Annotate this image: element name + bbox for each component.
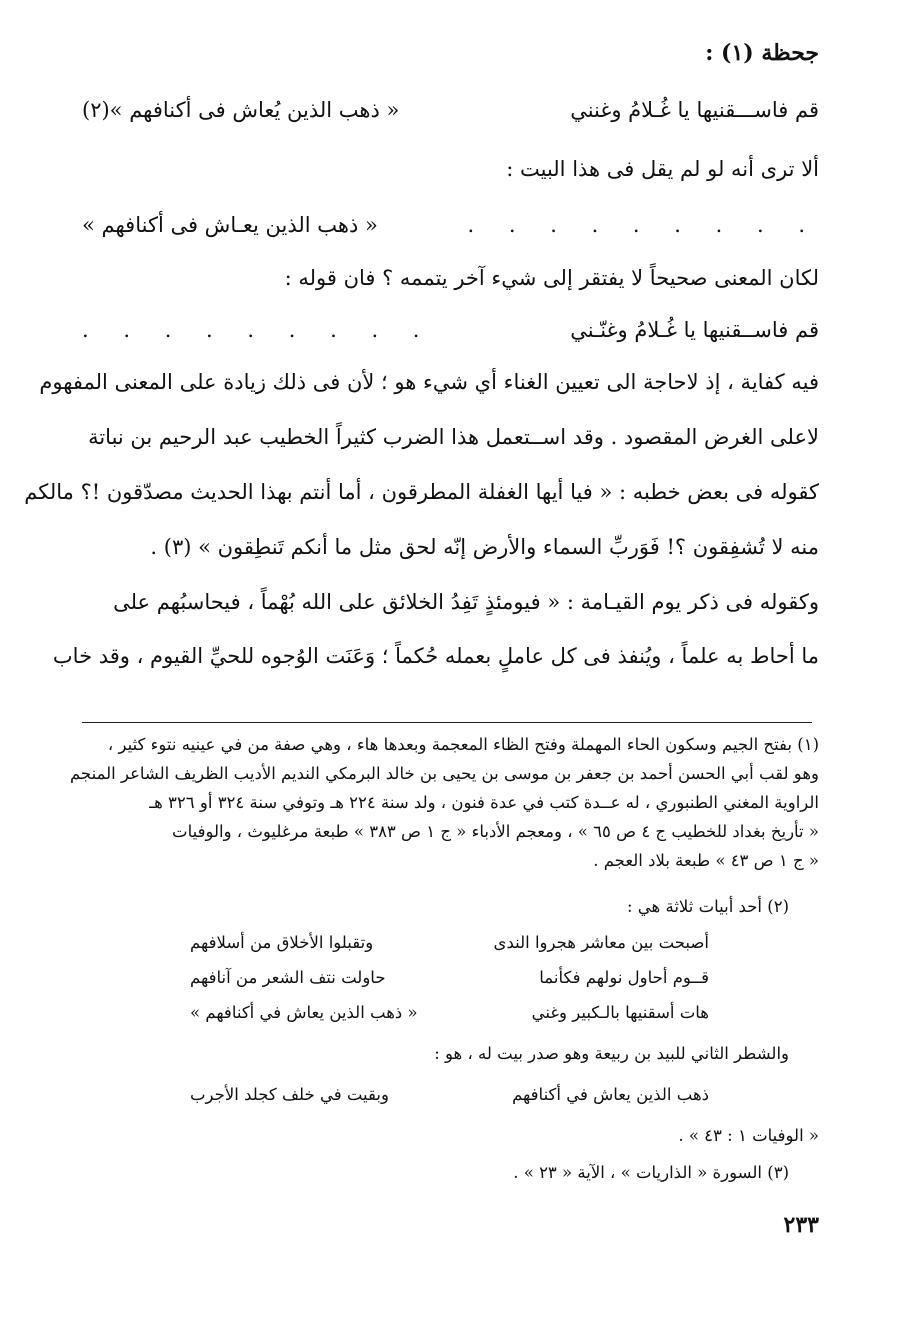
verse-2-second-hemistich: « ذهب الذين يعـاش فى أكنافهم » (82, 213, 378, 237)
footnote-2-verse-2-second: حاولت نتف الشعر من آنافهم (190, 968, 386, 987)
paragraph-line-4: منه لا تُشفِقون ؟! فَوَربِّ السماء والأرض إنّه لحق مثل ما أنكم تَنطِقون » (٣) . (150, 535, 819, 559)
section-heading: جحظة (١) : (705, 40, 819, 66)
footnote-2-verse-3-second: « ذهب الذين يعاش في أكنافهم » (190, 1003, 418, 1022)
footnote-3: (٣) السورة « الذاريات » ، الآية « ٢٣ » . (513, 1163, 789, 1182)
footnote-2-verse-3-first: هات أسقنيها بالـكبير وغني (531, 1003, 709, 1022)
footnote-1-line-3: الراوية المغني الطنبوري ، له عــدة كتب في عدة فنون ، ولد سنة ٢٢٤ هـ وتوفي سنة ٣٢٤ أو ٣٢٦ هـ (149, 793, 819, 812)
footnote-1-line-4: « تأريخ بغداد للخطيب ج ٤ ص ٦٥ » ، ومعجم الأدباء « ج ١ ص ٣٨٣ » طبعة مرغليوث ، والوفيات (172, 822, 819, 841)
verse-2-first-hemistich: . . . . . . . . . (467, 213, 819, 237)
paragraph-line-2: لاعلى الغرض المقصود . وقد اســتعمل هذا الضرب كثيراً الخطيب عبد الرحيم بن نباتة (88, 425, 819, 449)
footnote-divider (82, 722, 812, 723)
footnote-2-source: « الوفيات ١ : ٤٣ » . (678, 1126, 819, 1145)
verse-3-first-hemistich: قم فاســقنيها يا غُـلامُ وغنّـني (570, 318, 819, 342)
footnote-2-verse-1-first: أصبحت بين معاشر هجروا الندى (493, 933, 709, 952)
paragraph-line-1: فيه كفاية ، إذ لاحاجة الى تعيين الغناء أي شيء هو ؛ لأن فى ذلك زيادة على المعنى المفهوم (39, 370, 819, 394)
footnote-2-labid-note: والشطر الثاني للبيد بن ربيعة وهو صدر بيت له ، هو : (434, 1044, 789, 1063)
footnote-1-line-5: « ج ١ ص ٤٣ » طبعة بلاد العجم . (593, 851, 819, 870)
footnote-2-verse-2-first: قــوم أحاول نولهم فكأنما (539, 968, 709, 987)
paragraph-line-6: ما أحاط به علماً ، ويُنفذ فى كل عاملٍ بعمله حُكماً ؛ وَعَنَت الوُجوه للحيِّ القيوم ، وقد خاب (52, 644, 819, 668)
body-line-2: ألا ترى أنه لو لم يقل فى هذا البيت : (506, 157, 819, 181)
footnote-2-verse-1-second: وتقبلوا الأخلاق من أسلافهم (190, 933, 374, 952)
footnote-2-intro: (٢) أحد أبيات ثلاثة هي : (626, 897, 789, 916)
footnote-1-line-2: وهو لقب أبي الحسن أحمد بن جعفر بن موسى بن يحيى بن خالد البرمكي النديم الأديب الظريف الشاعر المنجم (69, 764, 819, 783)
footnote-2-labid-second: وبقيت في خلف كجلد الأجرب (190, 1085, 389, 1104)
body-line-4: لكان المعنى صحيحاً لا يفتقر إلى شيء آخر يتممه ؟ فان قوله : (284, 266, 819, 290)
footnote-2-labid-first: ذهب الذين يعاش في أكنافهم (512, 1085, 709, 1104)
verse-3-second-hemistich: . . . . . . . . . (82, 318, 434, 342)
paragraph-line-3: كقوله فى بعض خطبه : « فيا أيها الغفلة المطرقون ، أما أنتم بهذا الحديث مصدّقون !؟ مالكم (24, 480, 819, 504)
footnote-1-line-1: (١) بفتح الجيم وسكون الحاء المهملة وفتح الظاء المعجمة وبعدها هاء ، وهي صفة من في عينيه نتوء كثير ، (107, 735, 819, 754)
page-number: ٢٣٣ (783, 1212, 819, 1238)
paragraph-line-5: وكقوله فى ذكر يوم القيـامة : « فيومئذٍ تَفِدُ الخلائق على الله بُهْماً ، فيحاسبُهم على (113, 590, 819, 614)
verse-1-first-hemistich: قم فاســـقنيها يا غُـلامُ وغنني (570, 98, 819, 122)
verse-1-second-hemistich: « ذهب الذين يُعاش فى أكنافهم »(٢) (82, 98, 400, 122)
